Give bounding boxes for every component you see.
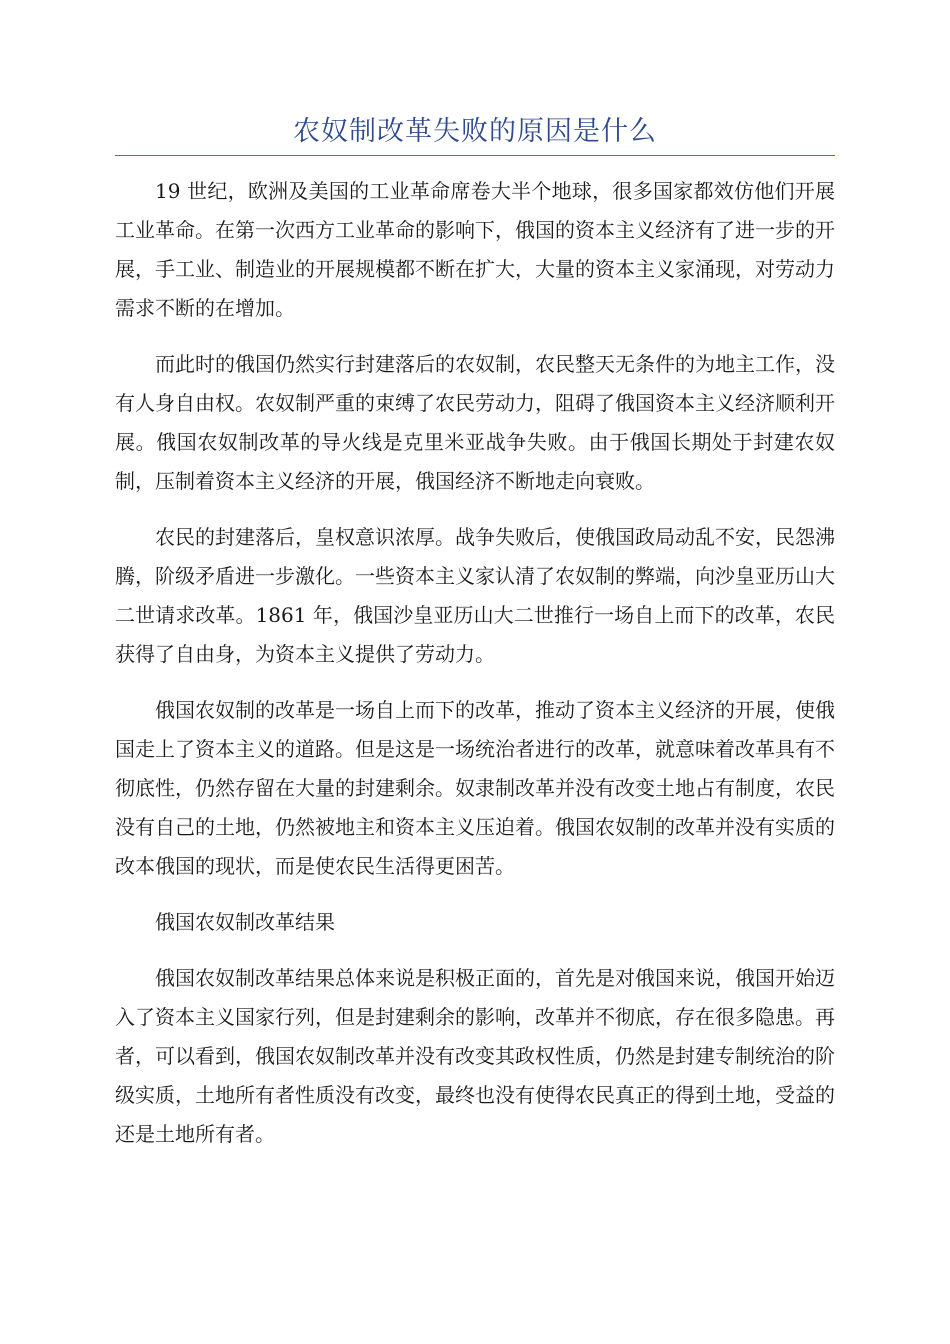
paragraph-1: 19 世纪，欧洲及美国的工业革命席卷大半个地球，很多国家都效仿他们开展工业革命。在第一次西方工业革命的影响下，俄国的资本主义经济有了进一步的开展，手工业、制造业的开展规模都不断在扩大，大量的资本主义家涌现，对劳动力需求不断的在增加。 [115,179,835,320]
section-subheading: 俄国农奴制改革结果 [155,910,335,934]
paragraph-2: 而此时的俄国仍然实行封建落后的农奴制，农民整天无条件的为地主工作，没有人身自由权。农奴制严重的束缚了农民劳动力，阻碍了俄国资本主义经济顺利开展。俄国农奴制改革的导火线是克里米亚战争失败。由于俄国长期处于封建农奴制，压制着资本主义经济的开展，俄国经济不断地走向衰败。 [115,352,835,493]
paragraph-5: 俄国农奴制改革结果总体来说是积极正面的，首先是对俄国来说，俄国开始迈入了资本主义国家行列，但是封建剩余的影响，改革并不彻底，存在很多隐患。再者，可以看到，俄国农奴制改革并没有改变其政权性质，仍然是封建专制统治的阶级实质，土地所有者性质没有改变，最终也没有使得农民真正的得到土地，受益的还是土地所有者。 [115,966,835,1146]
paragraph-4: 俄国农奴制的改革是一场自上而下的改革，推动了资本主义经济的开展，使俄国走上了资本主义的道路。但是这是一场统治者进行的改革，就意味着改革具有不彻底性，仍然存留在大量的封建剩余。奴隶制改革并没有改变土地占有制度，农民没有自己的土地，仍然被地主和资本主义压迫着。俄国农奴制的改革并没有实质的改本俄国的现状，而是使农民生活得更困苦。 [115,698,835,878]
document-body [115,172,835,1171]
title-underline [115,155,835,156]
paragraph-3: 农民的封建落后，皇权意识浓厚。战争失败后，使俄国政局动乱不安，民怨沸腾，阶级矛盾进一步激化。一些资本主义家认清了农奴制的弊端，向沙皇亚历山大二世请求改革。1861 年，俄国沙皇亚历山大二世推行一场自上而下的改革，农民获得了自由身，为资本主义提供了劳动力。 [115,525,835,666]
document-title: 农奴制改革失败的原因是什么 [293,116,657,147]
